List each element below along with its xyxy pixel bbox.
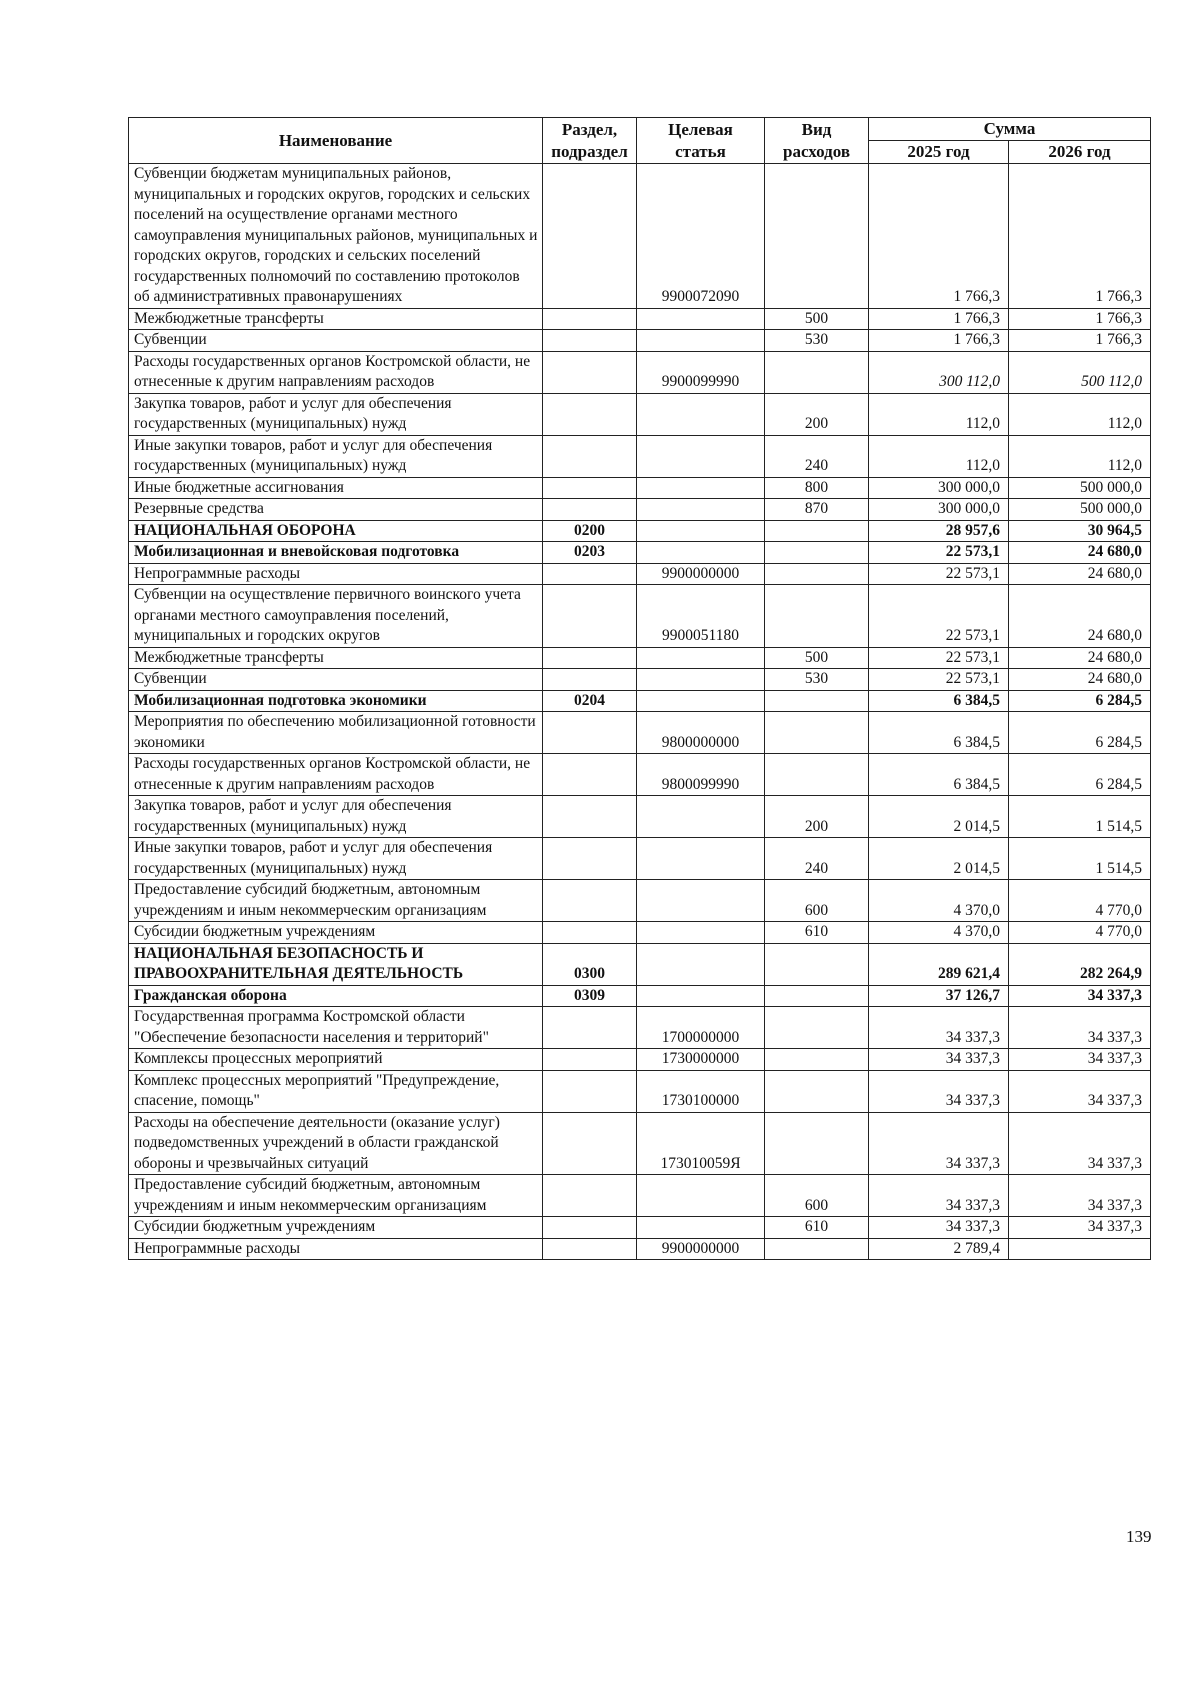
cell-2025: 4 370,0 [869, 922, 1009, 944]
table-row [129, 1007, 1151, 1049]
cell-2025: 300 000,0 [869, 499, 1009, 521]
cell-2025: 2 014,5 [869, 796, 1009, 838]
cell-2026: 34 337,3 [1009, 985, 1151, 1007]
table-row [129, 330, 1151, 352]
cell-target: 1700000000 [637, 1007, 765, 1049]
page-number: 139 [1126, 1527, 1152, 1546]
table-row [129, 1112, 1151, 1175]
cell-section: 0200 [543, 520, 637, 542]
cell-name: Непрограммные расходы [129, 563, 543, 585]
cell-target [637, 520, 765, 542]
cell-target [637, 796, 765, 838]
header-year-2026: 2026 год [1009, 141, 1151, 164]
cell-type [765, 690, 869, 712]
cell-type [765, 1238, 869, 1260]
cell-type: 530 [765, 330, 869, 352]
cell-target [637, 880, 765, 922]
cell-type [765, 585, 869, 648]
header-section: Раздел, подраздел [543, 118, 637, 164]
table-row [129, 985, 1151, 1007]
cell-name: Расходы государственных органов Костромской области, не отнесенные к другим направлениям расходов [129, 351, 543, 393]
cell-type [765, 520, 869, 542]
table-row [129, 943, 1151, 985]
cell-2025: 289 621,4 [869, 943, 1009, 985]
cell-2026: 500 000,0 [1009, 499, 1151, 521]
cell-target [637, 985, 765, 1007]
cell-2026: 6 284,5 [1009, 690, 1151, 712]
cell-section [543, 880, 637, 922]
table-row [129, 1070, 1151, 1112]
table-row [129, 1049, 1151, 1071]
cell-name: Государственная программа Костромской области "Обеспечение безопасности населения и территорий" [129, 1007, 543, 1049]
cell-2026: 24 680,0 [1009, 585, 1151, 648]
table-row [129, 520, 1151, 542]
table-row [129, 647, 1151, 669]
cell-2026: 1 766,3 [1009, 330, 1151, 352]
cell-target [637, 669, 765, 691]
cell-2026: 34 337,3 [1009, 1175, 1151, 1217]
cell-section [543, 712, 637, 754]
cell-section [543, 499, 637, 521]
cell-target [637, 1175, 765, 1217]
cell-2026: 30 964,5 [1009, 520, 1151, 542]
cell-section [543, 393, 637, 435]
cell-2025: 34 337,3 [869, 1112, 1009, 1175]
cell-type [765, 943, 869, 985]
cell-target: 9900000000 [637, 563, 765, 585]
cell-2025: 6 384,5 [869, 754, 1009, 796]
table-row [129, 435, 1151, 477]
cell-type [765, 1049, 869, 1071]
cell-target [637, 330, 765, 352]
cell-name: Мобилизационная подготовка экономики [129, 690, 543, 712]
cell-section [543, 1175, 637, 1217]
cell-2026: 1 766,3 [1009, 164, 1151, 309]
table-row [129, 1217, 1151, 1239]
cell-section [543, 435, 637, 477]
cell-2025: 34 337,3 [869, 1217, 1009, 1239]
cell-name: Расходы государственных органов Костромской области, не отнесенные к другим направлениям расходов [129, 754, 543, 796]
cell-2026: 34 337,3 [1009, 1049, 1151, 1071]
cell-type: 240 [765, 838, 869, 880]
cell-2026: 112,0 [1009, 435, 1151, 477]
cell-type [765, 985, 869, 1007]
cell-type: 610 [765, 922, 869, 944]
cell-target [637, 922, 765, 944]
cell-section [543, 669, 637, 691]
cell-section: 0309 [543, 985, 637, 1007]
cell-type [765, 164, 869, 309]
cell-2026: 24 680,0 [1009, 647, 1151, 669]
cell-type [765, 1007, 869, 1049]
cell-section [543, 1217, 637, 1239]
cell-target [637, 690, 765, 712]
cell-target: 1730000000 [637, 1049, 765, 1071]
cell-target [637, 647, 765, 669]
table-row [129, 563, 1151, 585]
header-year-2025: 2025 год [869, 141, 1009, 164]
cell-type [765, 1070, 869, 1112]
cell-type: 500 [765, 308, 869, 330]
cell-target: 9900099990 [637, 351, 765, 393]
cell-2026: 1 514,5 [1009, 838, 1151, 880]
cell-target [637, 393, 765, 435]
cell-type: 200 [765, 796, 869, 838]
table-row [129, 1238, 1151, 1260]
cell-target: 9800099990 [637, 754, 765, 796]
cell-target [637, 542, 765, 564]
table-row [129, 477, 1151, 499]
table-row [129, 690, 1151, 712]
header-name: Наименование [129, 118, 543, 164]
cell-section [543, 563, 637, 585]
header-target: Целевая статья [637, 118, 765, 164]
cell-2025: 22 573,1 [869, 542, 1009, 564]
cell-2025: 112,0 [869, 435, 1009, 477]
table-row [129, 542, 1151, 564]
table-row [129, 838, 1151, 880]
cell-target: 1730100000 [637, 1070, 765, 1112]
cell-target: 173010059Я [637, 1112, 765, 1175]
cell-section: 0300 [543, 943, 637, 985]
cell-target [637, 435, 765, 477]
cell-2025: 2 014,5 [869, 838, 1009, 880]
header-sum: Сумма [869, 118, 1151, 141]
cell-2026: 24 680,0 [1009, 669, 1151, 691]
cell-target: 9900051180 [637, 585, 765, 648]
cell-name: Субвенции на осуществление первичного воинского учета органами местного самоуправления поселений, муниципальных и городских округов [129, 585, 543, 648]
cell-type [765, 542, 869, 564]
cell-section [543, 1049, 637, 1071]
cell-name: Субсидии бюджетным учреждениям [129, 922, 543, 944]
cell-2025: 34 337,3 [869, 1070, 1009, 1112]
cell-name: Предоставление субсидий бюджетным, автономным учреждениям и иным некоммерческим организациям [129, 1175, 543, 1217]
cell-target [637, 838, 765, 880]
cell-2025: 6 384,5 [869, 690, 1009, 712]
cell-2026: 34 337,3 [1009, 1007, 1151, 1049]
cell-name: Межбюджетные трансферты [129, 647, 543, 669]
table-row [129, 308, 1151, 330]
cell-type [765, 563, 869, 585]
cell-section [543, 1070, 637, 1112]
table-row [129, 1175, 1151, 1217]
table-row [129, 585, 1151, 648]
cell-2026: 500 000,0 [1009, 477, 1151, 499]
cell-2025: 2 789,4 [869, 1238, 1009, 1260]
cell-target [637, 1217, 765, 1239]
budget-table-container [128, 117, 1150, 1260]
cell-2026: 34 337,3 [1009, 1112, 1151, 1175]
cell-target [637, 943, 765, 985]
cell-2026: 4 770,0 [1009, 922, 1151, 944]
cell-2025: 300 000,0 [869, 477, 1009, 499]
cell-2025: 37 126,7 [869, 985, 1009, 1007]
cell-name: Закупка товаров, работ и услуг для обеспечения государственных (муниципальных) нужд [129, 796, 543, 838]
cell-name: НАЦИОНАЛЬНАЯ ОБОРОНА [129, 520, 543, 542]
table-row [129, 669, 1151, 691]
cell-type [765, 1112, 869, 1175]
table-row [129, 164, 1151, 309]
cell-2026: 112,0 [1009, 393, 1151, 435]
cell-2025: 1 766,3 [869, 308, 1009, 330]
cell-name: Комплекс процессных мероприятий "Предупреждение, спасение, помощь" [129, 1070, 543, 1112]
cell-name: Субвенции бюджетам муниципальных районов, муниципальных и городских округов, городских и сельских поселений на осуществление органами местного самоуправления муниципальных районов, муниципальных и городских округов, городских и сельских поселений государственных полномочий по составлению протоколов об административных правонарушениях [129, 164, 543, 309]
cell-name: Комплексы процессных мероприятий [129, 1049, 543, 1071]
cell-target: 9800000000 [637, 712, 765, 754]
cell-type: 500 [765, 647, 869, 669]
cell-target: 9900000000 [637, 1238, 765, 1260]
cell-section [543, 922, 637, 944]
cell-type: 240 [765, 435, 869, 477]
cell-name: Субвенции [129, 669, 543, 691]
cell-2025: 1 766,3 [869, 164, 1009, 309]
cell-section [543, 754, 637, 796]
cell-2026: 500 112,0 [1009, 351, 1151, 393]
cell-type: 600 [765, 880, 869, 922]
cell-2025: 4 370,0 [869, 880, 1009, 922]
cell-target [637, 499, 765, 521]
cell-section [543, 796, 637, 838]
table-row [129, 351, 1151, 393]
cell-name: Закупка товаров, работ и услуг для обеспечения государственных (муниципальных) нужд [129, 393, 543, 435]
table-body [129, 164, 1151, 1260]
cell-type: 870 [765, 499, 869, 521]
cell-type [765, 351, 869, 393]
cell-2025: 28 957,6 [869, 520, 1009, 542]
cell-2026: 1 766,3 [1009, 308, 1151, 330]
cell-section: 0203 [543, 542, 637, 564]
cell-type: 800 [765, 477, 869, 499]
cell-section [543, 1112, 637, 1175]
cell-type: 610 [765, 1217, 869, 1239]
cell-type [765, 754, 869, 796]
cell-2025: 300 112,0 [869, 351, 1009, 393]
budget-table [128, 117, 1151, 1260]
table-row [129, 393, 1151, 435]
cell-section [543, 164, 637, 309]
cell-2025: 6 384,5 [869, 712, 1009, 754]
cell-name: Иные бюджетные ассигнования [129, 477, 543, 499]
cell-name: Иные закупки товаров, работ и услуг для обеспечения государственных (муниципальных) нужд [129, 435, 543, 477]
cell-name: Иные закупки товаров, работ и услуг для обеспечения государственных (муниципальных) нужд [129, 838, 543, 880]
cell-2025: 22 573,1 [869, 647, 1009, 669]
cell-section [543, 308, 637, 330]
cell-2026: 4 770,0 [1009, 880, 1151, 922]
cell-2025: 112,0 [869, 393, 1009, 435]
cell-2025: 34 337,3 [869, 1175, 1009, 1217]
cell-section [543, 585, 637, 648]
cell-2025: 22 573,1 [869, 563, 1009, 585]
cell-2026: 6 284,5 [1009, 754, 1151, 796]
cell-section: 0204 [543, 690, 637, 712]
cell-name: Межбюджетные трансферты [129, 308, 543, 330]
table-row [129, 499, 1151, 521]
table-row [129, 712, 1151, 754]
cell-section [543, 1238, 637, 1260]
cell-type [765, 712, 869, 754]
cell-name: Мобилизационная и вневойсковая подготовка [129, 542, 543, 564]
cell-name: Субсидии бюджетным учреждениям [129, 1217, 543, 1239]
cell-2025: 34 337,3 [869, 1049, 1009, 1071]
cell-2026: 24 680,0 [1009, 563, 1151, 585]
table-row [129, 796, 1151, 838]
header-type: Вид расходов [765, 118, 869, 164]
cell-2025: 22 573,1 [869, 669, 1009, 691]
cell-target [637, 308, 765, 330]
cell-name: Гражданская оборона [129, 985, 543, 1007]
cell-target: 9900072090 [637, 164, 765, 309]
cell-type: 200 [765, 393, 869, 435]
table-row [129, 922, 1151, 944]
cell-2026: 24 680,0 [1009, 542, 1151, 564]
cell-section [543, 351, 637, 393]
cell-section [543, 477, 637, 499]
cell-section [543, 647, 637, 669]
cell-name: Субвенции [129, 330, 543, 352]
cell-2026 [1009, 1238, 1151, 1260]
cell-2025: 22 573,1 [869, 585, 1009, 648]
cell-2026: 1 514,5 [1009, 796, 1151, 838]
cell-section [543, 330, 637, 352]
cell-name: Резервные средства [129, 499, 543, 521]
cell-target [637, 477, 765, 499]
cell-2026: 34 337,3 [1009, 1217, 1151, 1239]
cell-type: 600 [765, 1175, 869, 1217]
cell-name: Предоставление субсидий бюджетным, автономным учреждениям и иным некоммерческим организациям [129, 880, 543, 922]
cell-2026: 34 337,3 [1009, 1070, 1151, 1112]
cell-section [543, 1007, 637, 1049]
cell-2026: 282 264,9 [1009, 943, 1151, 985]
cell-2025: 34 337,3 [869, 1007, 1009, 1049]
cell-2025: 1 766,3 [869, 330, 1009, 352]
cell-type: 530 [765, 669, 869, 691]
table-row [129, 880, 1151, 922]
cell-name: Непрограммные расходы [129, 1238, 543, 1260]
table-row [129, 754, 1151, 796]
table-header [129, 118, 1151, 164]
cell-name: Мероприятия по обеспечению мобилизационной готовности экономики [129, 712, 543, 754]
cell-name: НАЦИОНАЛЬНАЯ БЕЗОПАСНОСТЬ И ПРАВООХРАНИТЕЛЬНАЯ ДЕЯТЕЛЬНОСТЬ [129, 943, 543, 985]
cell-name: Расходы на обеспечение деятельности (оказание услуг) подведомственных учреждений в области гражданской обороны и чрезвычайных ситуаций [129, 1112, 543, 1175]
cell-2026: 6 284,5 [1009, 712, 1151, 754]
cell-section [543, 838, 637, 880]
